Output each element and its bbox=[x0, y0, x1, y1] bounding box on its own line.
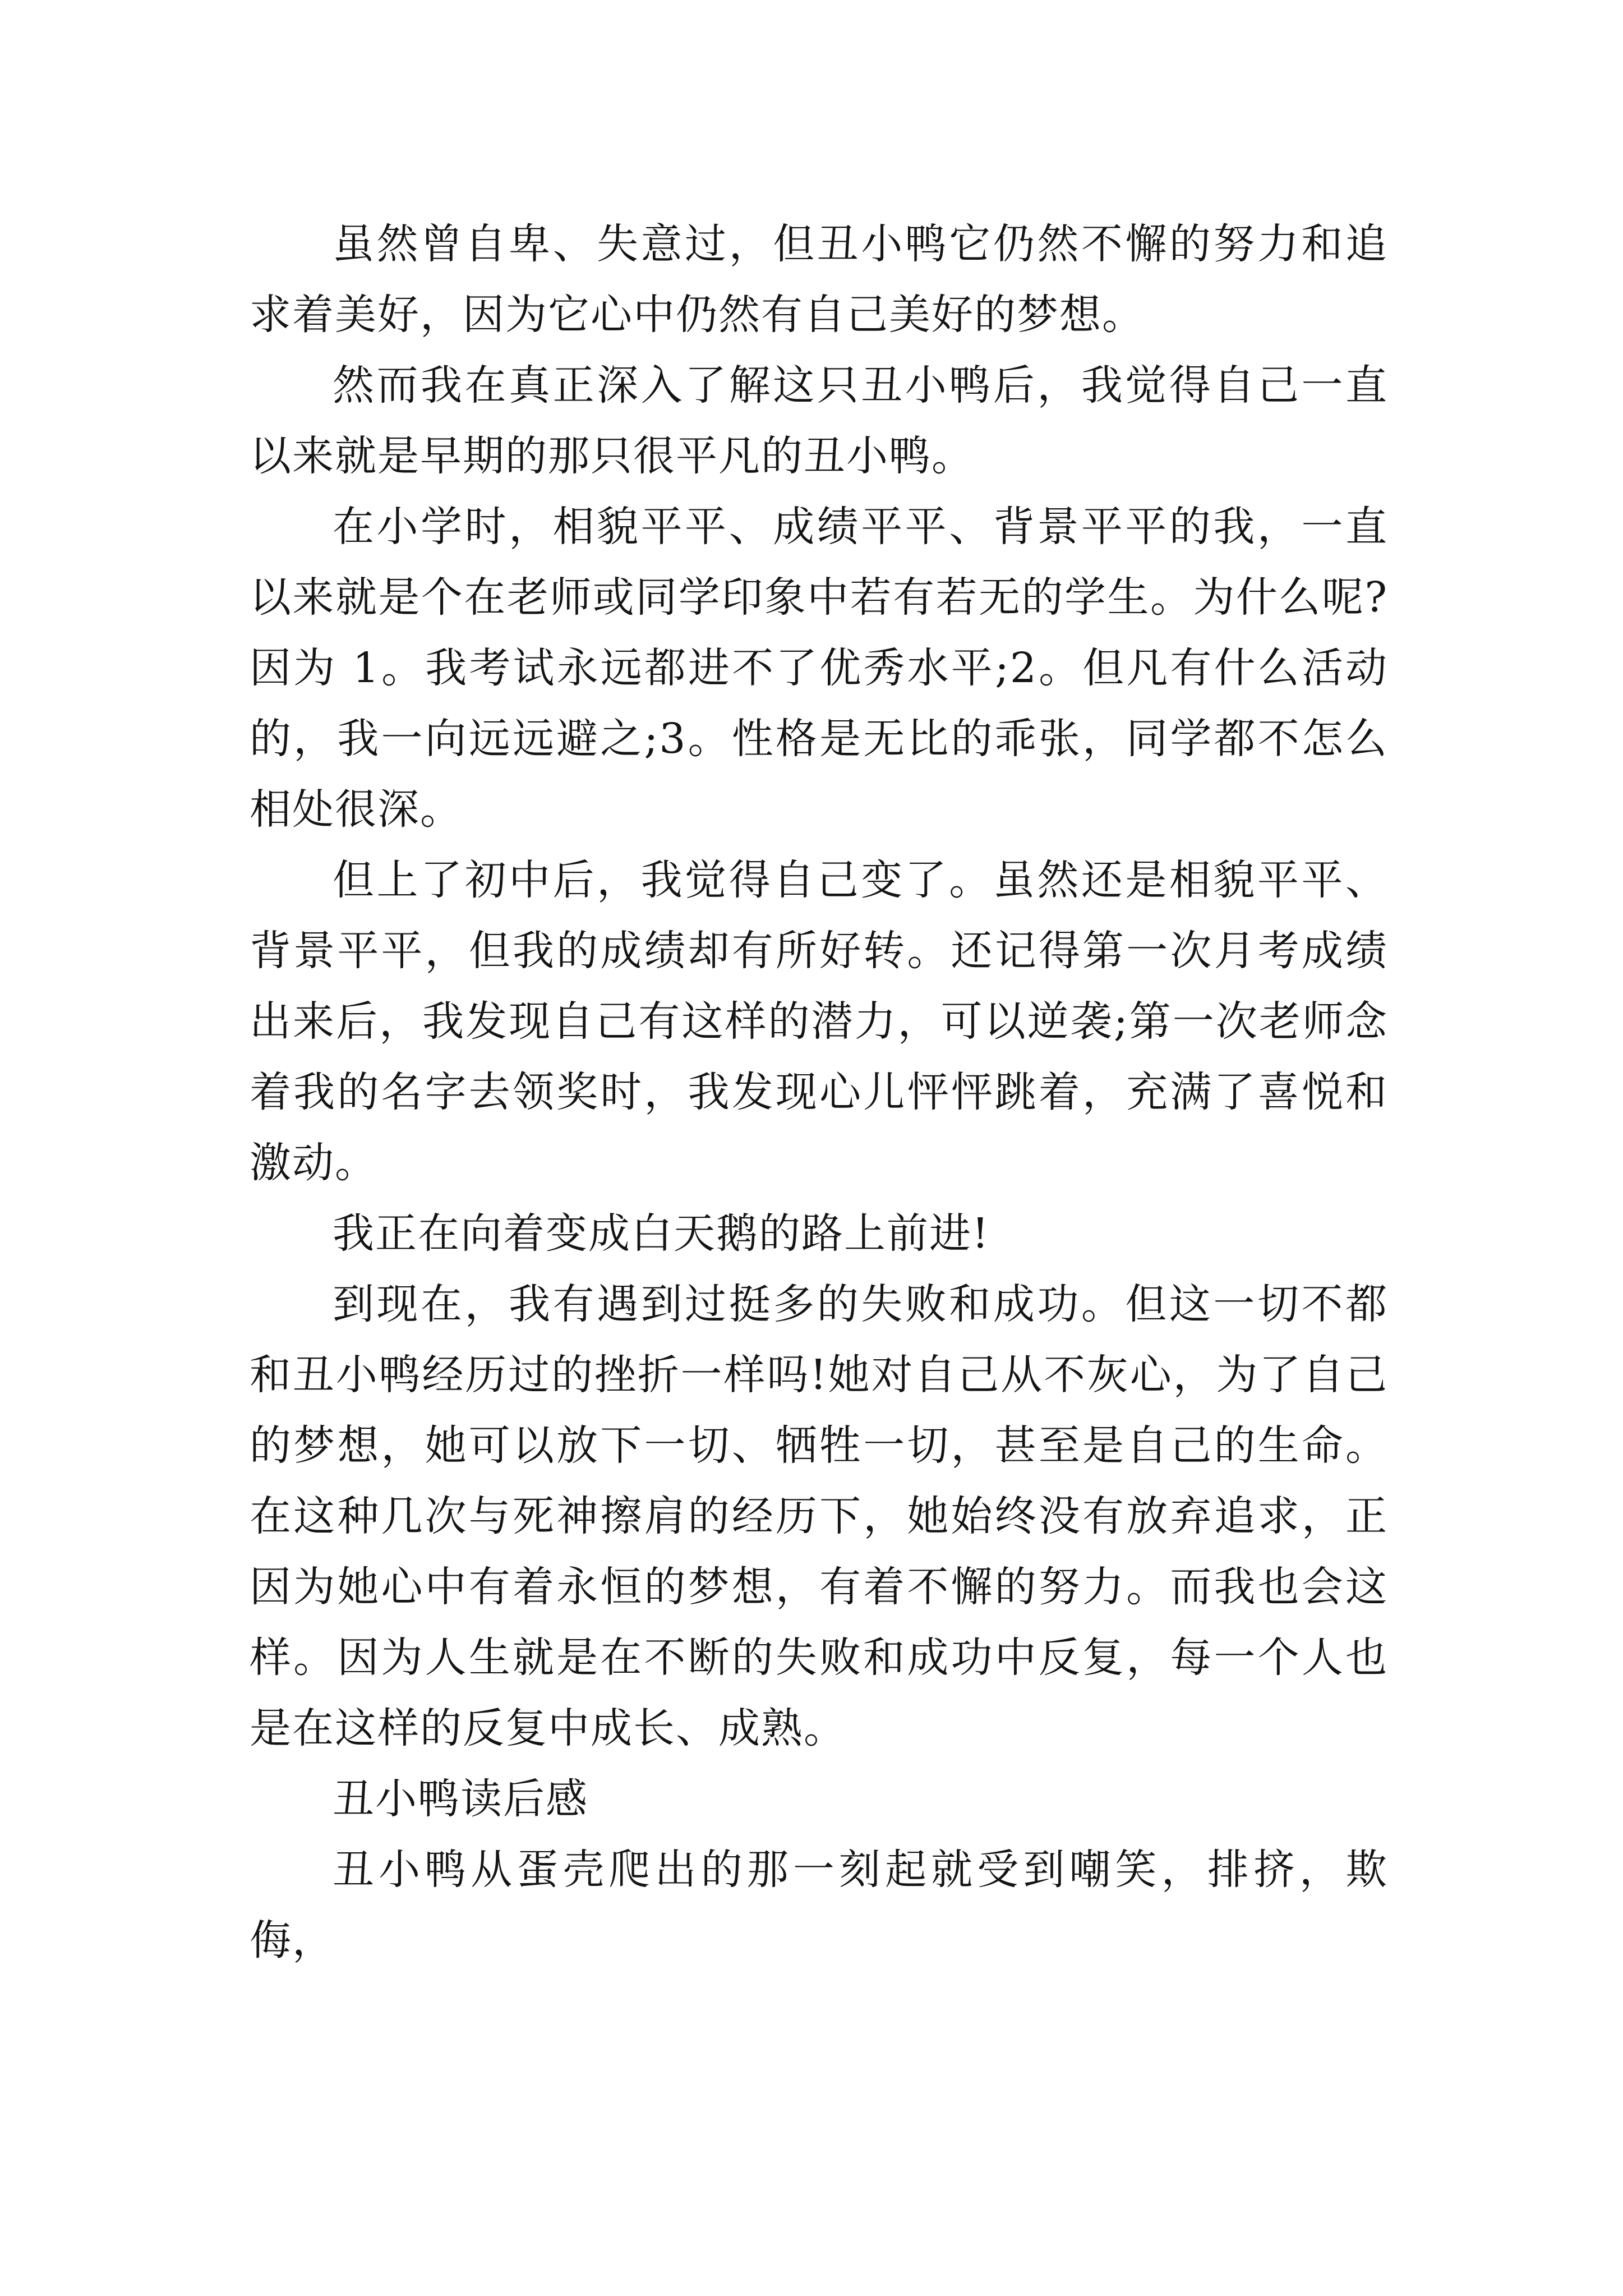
paragraph: 虽然曾自卑、失意过，但丑小鸭它仍然不懈的努力和追求着美好，因为它心中仍然有自己美好的梦想。 bbox=[250, 220, 1388, 339]
paragraph: 但上了初中后，我觉得自己变了。虽然还是相貌平平、背景平平，但我的成绩却有所好转。还记得第一次月考成绩出来后，我发现自己有这样的潜力，可以逆袭;第一次老师念着我的名字去领奖时，我发现心儿怦怦跳着，充满了喜悦和激动。 bbox=[250, 856, 1388, 1187]
paragraph: 在小学时，相貌平平、成绩平平、背景平平的我，一直以来就是个在老师或同学印象中若有若无的学生。为什么呢?因为 1。我考试永远都进不了优秀水平;2。但凡有什么活动的，我一向远远避之;3。性格是无比的乖张，同学都不怎么相处很深。 bbox=[250, 503, 1388, 834]
document-body bbox=[250, 209, 1388, 1976]
paragraph: 然而我在真正深入了解这只丑小鸭后，我觉得自己一直以来就是早期的那只很平凡的丑小鸭。 bbox=[250, 361, 1388, 480]
paragraph: 到现在，我有遇到过挺多的失败和成功。但这一切不都和丑小鸭经历过的挫折一样吗!她对自己从不灰心，为了自己的梦想，她可以放下一切、牺牲一切，甚至是自己的生命。在这种几次与死神擦肩的经历下，她始终没有放弃追求，正因为她心中有着永恒的梦想，有着不懈的努力。而我也会这样。因为人生就是在不断的失败和成功中反复，每一个人也是在这样的反复中成长、成熟。 bbox=[250, 1280, 1388, 1752]
section-heading: 丑小鸭读后感 bbox=[333, 1775, 588, 1823]
paragraph: 丑小鸭从蛋壳爬出的那一刻起就受到嘲笑，排挤，欺侮， bbox=[250, 1846, 1388, 1964]
paragraph: 我正在向着变成白天鹅的路上前进! bbox=[333, 1209, 990, 1258]
